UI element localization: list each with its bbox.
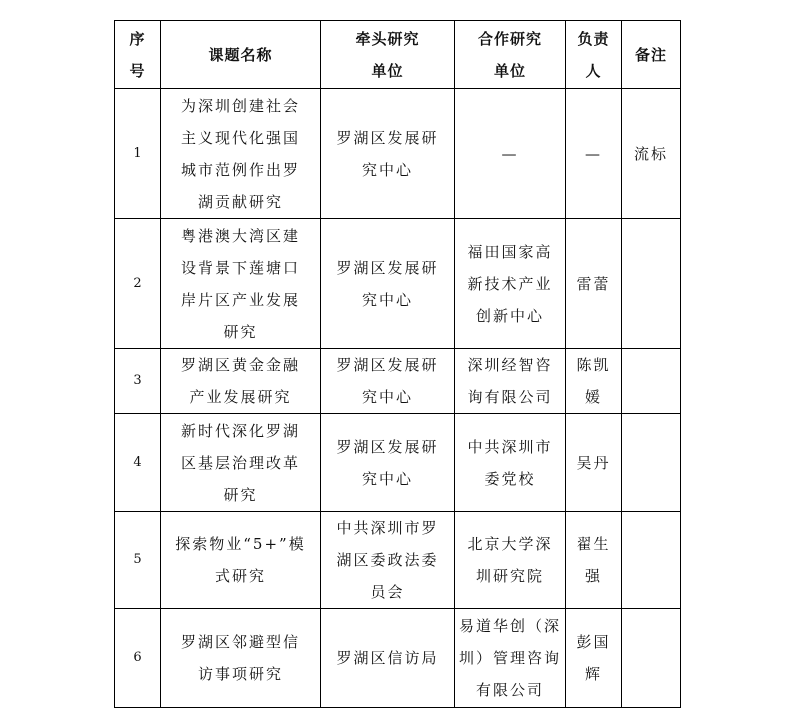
header-cell-topic: [161, 21, 321, 89]
cell-text: 罗湖区发展研: [336, 128, 439, 147]
cell-text: 新时代深化罗湖: [180, 421, 300, 440]
cell-text: 罗湖区发展研: [336, 356, 439, 374]
header-cell-lead-unit: [321, 21, 455, 89]
cell-text: 究中心: [361, 469, 413, 488]
table-header-row: [115, 21, 681, 89]
cell-lead-unit: [321, 609, 455, 708]
cell-topic: [161, 349, 321, 414]
cell-text: 罗湖区发展研: [336, 258, 439, 277]
cell-partner-unit: [455, 219, 566, 349]
header-cell-partner-unit: [455, 21, 566, 89]
header-text: 序: [129, 29, 146, 48]
cell-note: [622, 414, 681, 512]
header-text: 课题名称: [208, 45, 273, 64]
header-text: 单位: [371, 61, 404, 80]
cell-text: 媛: [584, 388, 602, 406]
cell-number: 4: [115, 414, 161, 512]
cell-text: 究中心: [361, 290, 413, 309]
cell-note: [622, 512, 681, 609]
cell-text: 易道华创（深: [459, 617, 562, 635]
cell-owner: [566, 89, 622, 219]
cell-text: 陈凯: [576, 356, 611, 374]
cell-text: 深圳经智咨: [467, 356, 553, 374]
cell-text: 罗湖区发展研: [336, 437, 439, 456]
cell-number: 1: [115, 89, 161, 219]
cell-text: 福田国家高: [467, 242, 553, 261]
cell-topic: [161, 512, 321, 609]
header-text: 牵头研究: [355, 29, 420, 48]
cell-owner: [566, 609, 622, 708]
cell-text: 北京大学深: [467, 535, 553, 553]
header-cell-number: [115, 21, 161, 89]
cell-partner-unit: [455, 512, 566, 609]
cell-text: 研究: [223, 322, 258, 341]
cell-text: 彭国: [576, 633, 611, 651]
cell-owner: [566, 219, 622, 349]
cell-text: 城市范例作出罗: [180, 160, 300, 179]
cell-lead-unit: [321, 219, 455, 349]
cell-text: 有限公司: [475, 681, 544, 699]
cell-owner: [566, 414, 622, 512]
table-row: [115, 414, 681, 512]
cell-text: —: [501, 144, 519, 163]
table-row: [115, 349, 681, 414]
cell-text: 中共深圳市罗: [336, 519, 439, 537]
cell-text: 罗湖区邻避型信: [180, 633, 300, 651]
cell-text: 吴丹: [576, 453, 611, 472]
header-text: 备注: [634, 45, 667, 64]
cell-owner: [566, 512, 622, 609]
cell-text: 究中心: [361, 160, 413, 179]
cell-text: 强: [584, 567, 602, 585]
header-cell-note: [622, 21, 681, 89]
cell-text: 产业发展研究: [189, 388, 292, 406]
table-row: [115, 89, 681, 219]
header-text: 人: [585, 61, 602, 80]
cell-text: 区基层治理改革: [180, 453, 300, 472]
cell-partner-unit: [455, 349, 566, 414]
cell-number: 3: [115, 349, 161, 414]
cell-text: 雷蕾: [576, 274, 611, 293]
cell-text: 询有限公司: [467, 388, 553, 406]
cell-text: —: [585, 144, 602, 163]
cell-lead-unit: [321, 89, 455, 219]
header-text: 合作研究: [477, 29, 542, 48]
cell-partner-unit: [455, 89, 566, 219]
table-row: [115, 219, 681, 349]
cell-text: 翟生: [576, 535, 611, 553]
cell-lead-unit: [321, 349, 455, 414]
cell-text: 罗湖区黄金金融: [180, 356, 300, 374]
cell-lead-unit: [321, 414, 455, 512]
cell-text: 中共深圳市: [467, 437, 553, 456]
research-topics-table: [114, 20, 681, 708]
header-text: 号: [129, 61, 146, 80]
cell-text: 创新中心: [475, 306, 544, 325]
cell-owner: [566, 349, 622, 414]
cell-text: 圳研究院: [475, 567, 544, 585]
cell-text: 湖贡献研究: [197, 192, 283, 211]
cell-text: 主义现代化强国: [180, 128, 300, 147]
cell-text: 为深圳创建社会: [180, 96, 300, 115]
cell-text: 新技术产业: [467, 274, 553, 293]
cell-topic: [161, 89, 321, 219]
cell-topic: [161, 414, 321, 512]
cell-text: 究中心: [361, 388, 413, 406]
cell-text: 探索物业“5+”模: [175, 535, 306, 553]
research-topics-table-wrapper: [114, 20, 680, 708]
cell-note: [622, 349, 681, 414]
cell-topic: [161, 609, 321, 708]
cell-text: 设背景下莲塘口: [180, 258, 300, 277]
cell-note: [622, 89, 681, 219]
cell-text: 流标: [633, 144, 668, 163]
cell-text: 湖区委政法委: [336, 551, 439, 569]
header-cell-owner: [566, 21, 622, 89]
cell-text: 岸片区产业发展: [180, 290, 300, 309]
cell-text: 研究: [223, 485, 258, 504]
header-text: 单位: [493, 61, 526, 80]
cell-note: [622, 219, 681, 349]
cell-partner-unit: [455, 414, 566, 512]
cell-partner-unit: [455, 609, 566, 708]
cell-text: 圳）管理咨询: [459, 649, 562, 667]
cell-text: 粤港澳大湾区建: [180, 226, 300, 245]
table-row: [115, 609, 681, 708]
cell-number: 2: [115, 219, 161, 349]
cell-text: 员会: [370, 583, 405, 601]
cell-topic: [161, 219, 321, 349]
cell-text: 罗湖区信访局: [336, 649, 439, 667]
cell-text: 辉: [584, 665, 602, 683]
cell-number: 5: [115, 512, 161, 609]
cell-note: [622, 609, 681, 708]
table-row: [115, 512, 681, 609]
cell-text: 式研究: [214, 567, 266, 585]
header-text: 负责: [577, 29, 610, 48]
cell-text: 委党校: [484, 469, 536, 488]
cell-text: 访事项研究: [197, 665, 283, 683]
cell-number: 6: [115, 609, 161, 708]
cell-lead-unit: [321, 512, 455, 609]
